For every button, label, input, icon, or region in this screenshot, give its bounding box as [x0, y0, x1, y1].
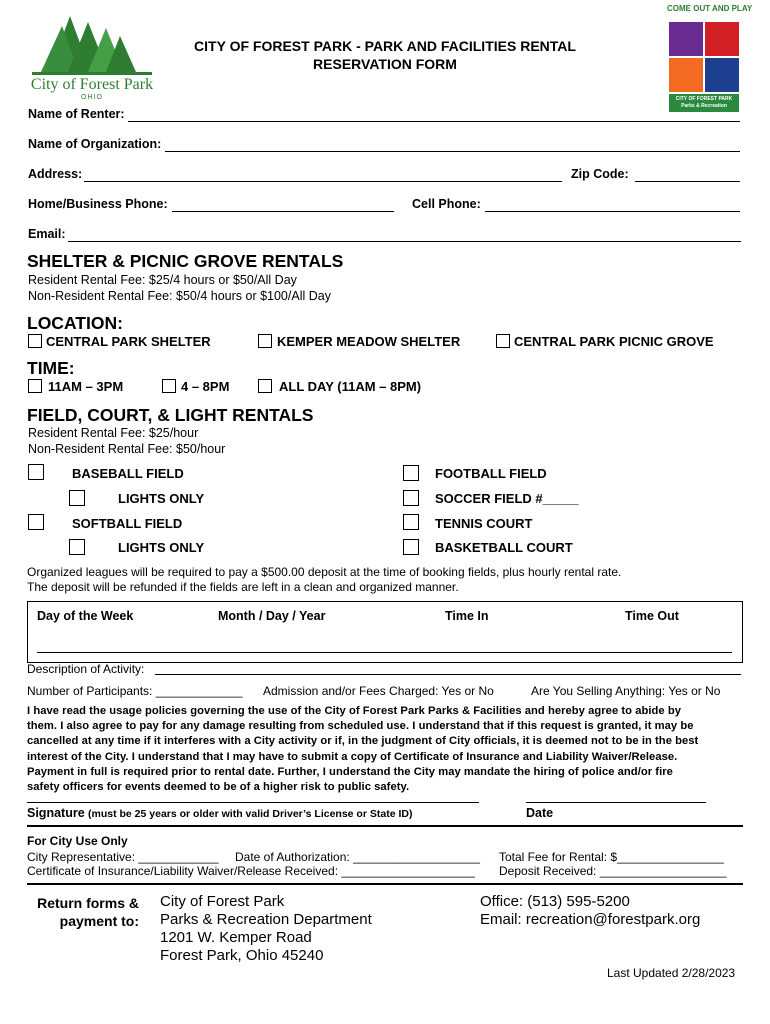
city-use-heading: For City Use Only	[27, 834, 128, 848]
date-authorization-label: Date of Authorization: ___________________	[235, 850, 480, 864]
description-field[interactable]	[155, 674, 741, 675]
softball-field-label: SOFTBALL FIELD	[72, 516, 183, 531]
shelter-heading: SHELTER & PICNIC GROVE RENTALS	[27, 251, 344, 271]
zip-code-label: Zip Code:	[571, 167, 629, 181]
time-11am-3pm-label: 11AM – 3PM	[48, 379, 124, 394]
organization-field[interactable]	[165, 151, 740, 152]
divider	[27, 883, 743, 885]
central-park-shelter-checkbox[interactable]	[28, 334, 42, 348]
schedule-header-time-in: Time In	[445, 609, 489, 623]
name-of-renter-label: Name of Renter:	[28, 107, 125, 121]
address-line: City of Forest Park	[160, 893, 285, 910]
schedule-header-time-out: Time Out	[625, 609, 679, 623]
sport-icon-orange	[669, 58, 703, 92]
central-park-shelter-label: CENTRAL PARK SHELTER	[46, 334, 211, 349]
deposit-note-1: Organized leagues will be required to pay a $500.00 deposit at the time of booking fields, plus hourly rental rate.	[27, 565, 622, 579]
time-4-8pm-checkbox[interactable]	[162, 379, 176, 393]
title-line-1: CITY OF FOREST PARK - PARK AND FACILITIES RENTAL	[194, 38, 576, 54]
office-contact	[480, 893, 700, 929]
baseball-lights-checkbox[interactable]	[69, 490, 85, 506]
address-line: 1201 W. Kemper Road	[160, 929, 312, 946]
signature-field[interactable]	[27, 802, 479, 803]
office-email[interactable]: Email: recreation@forestpark.org	[480, 911, 701, 928]
kemper-meadow-shelter-label: KEMPER MEADOW SHELTER	[277, 334, 461, 349]
deposit-note-2: The deposit will be refunded if the fields are left in a clean and organized manner.	[27, 580, 459, 594]
time-4-8pm-label: 4 – 8PM	[181, 379, 230, 394]
tennis-court-checkbox[interactable]	[403, 514, 419, 530]
agreement-paragraph	[27, 704, 745, 795]
email-label: Email:	[28, 227, 66, 241]
schedule-entry-line[interactable]	[37, 652, 732, 653]
date-field[interactable]	[526, 802, 706, 803]
last-updated: Last Updated 2/28/2023	[607, 966, 736, 980]
badge-bottom	[669, 94, 739, 112]
office-phone: Office: (513) 595-5200	[480, 893, 630, 910]
city-rep-label: City Representative: ____________	[27, 850, 219, 864]
agreement-line: Payment in full is required prior to rental date. Further, I understand the City may mandate the hiring of police and/or fire	[27, 765, 673, 778]
participants-label: Number of Participants: _____________	[27, 684, 243, 698]
basketball-court-label: BASKETBALL COURT	[435, 540, 573, 555]
baseball-lights-label: LIGHTS ONLY	[118, 491, 205, 506]
fields-heading: FIELD, COURT, & LIGHT RENTALS	[27, 405, 314, 425]
location-heading: LOCATION:	[27, 313, 123, 333]
divider	[27, 825, 743, 827]
signature-note: (must be 25 years or older with valid Driver’s License or State ID)	[88, 808, 413, 820]
shelter-nonresident-fee: Non-Resident Rental Fee: $50/4 hours or $100/All Day	[28, 289, 331, 303]
organization-label: Name of Organization:	[28, 137, 162, 151]
softball-lights-label: LIGHTS ONLY	[118, 540, 205, 555]
softball-lights-checkbox[interactable]	[69, 539, 85, 555]
schedule-header-date: Month / Day / Year	[218, 609, 326, 623]
time-11am-3pm-checkbox[interactable]	[28, 379, 42, 393]
badge-top-text: COME OUT AND PLAY	[667, 4, 753, 13]
agreement-line: safety officers for events deemed to be of a higher risk to public safety.	[27, 781, 410, 794]
return-label-line-2: payment to:	[59, 913, 139, 929]
shelter-resident-fee: Resident Rental Fee: $25/4 hours or $50/All Day	[28, 273, 297, 287]
fields-resident-fee: Resident Rental Fee: $25/hour	[28, 426, 199, 440]
schedule-header-day: Day of the Week	[37, 609, 134, 623]
sport-icon-purple	[669, 22, 703, 56]
sport-icon-blue	[705, 58, 739, 92]
return-label	[27, 894, 139, 930]
basketball-court-checkbox[interactable]	[403, 539, 419, 555]
come-out-and-play-badge	[667, 4, 753, 112]
soccer-field-label: SOCCER FIELD #_____	[435, 491, 579, 506]
home-phone-field[interactable]	[172, 211, 394, 212]
soccer-field-checkbox[interactable]	[403, 490, 419, 506]
fields-nonresident-fee: Non-Resident Rental Fee: $50/hour	[28, 442, 226, 456]
cell-phone-label: Cell Phone:	[412, 197, 481, 211]
total-fee-label: Total Fee for Rental: $________________	[499, 850, 724, 864]
time-all-day-label: ALL DAY (11AM – 8PM)	[279, 379, 422, 394]
return-address	[160, 893, 372, 965]
football-field-label: FOOTBALL FIELD	[435, 466, 547, 481]
agreement-line: I have read the usage policies governing the use of the City of Forest Park Parks & Facilities and hereby agree to abide by	[27, 705, 681, 717]
softball-field-checkbox[interactable]	[28, 514, 44, 530]
date-label: Date	[526, 806, 554, 820]
time-heading: TIME:	[27, 358, 75, 378]
title-line-2: RESERVATION FORM	[313, 56, 457, 72]
signature-label-row	[27, 806, 412, 820]
cell-phone-field[interactable]	[485, 211, 740, 212]
certificate-label: Certificate of Insurance/Liability Waiver/Release Received: ____________________	[27, 864, 475, 878]
address-field[interactable]	[84, 181, 562, 182]
agreement-line: interest of the City. I understand that I may have to submit a copy of Certificate of Insurance and Liability Waiver/Release.	[27, 750, 678, 763]
central-park-picnic-grove-label: CENTRAL PARK PICNIC GROVE	[514, 334, 714, 349]
home-phone-label: Home/Business Phone:	[28, 197, 168, 211]
kemper-meadow-shelter-checkbox[interactable]	[258, 334, 272, 348]
logo-sub: OHIO	[81, 94, 103, 101]
address-line: Parks & Recreation Department	[160, 911, 372, 928]
address-line: Forest Park, Ohio 45240	[160, 947, 324, 964]
admission-label: Admission and/or Fees Charged: Yes or No	[263, 684, 494, 698]
description-label: Description of Activity:	[27, 662, 145, 676]
agreement-line: cancelled at any time if it interferes with a City activity or if, in the judgment of City officials, it is deemed not to be in the best	[27, 735, 699, 748]
address-label: Address:	[28, 167, 83, 181]
selling-label: Are You Selling Anything: Yes or No	[531, 684, 721, 698]
signature-label: Signature	[27, 806, 85, 820]
baseball-field-checkbox[interactable]	[28, 464, 44, 480]
badge-bottom-line-2: Parks & Recreation	[681, 103, 727, 109]
tennis-court-label: TENNIS COURT	[435, 516, 533, 531]
return-label-line-1: Return forms &	[37, 895, 139, 911]
deposit-received-label: Deposit Received: ___________________	[499, 864, 727, 878]
name-of-renter-field[interactable]	[128, 121, 740, 122]
baseball-field-label: BASEBALL FIELD	[72, 466, 184, 481]
zip-code-field[interactable]	[635, 181, 740, 182]
agreement-line: them. I also agree to pay for any damage resulting from scheduled use. I understand that if this request is granted, it may be	[27, 720, 694, 733]
badge-bottom-line-1: CITY OF FOREST PARK	[675, 96, 733, 102]
logo-name: City of Forest Park	[30, 76, 154, 93]
time-all-day-checkbox[interactable]	[258, 379, 272, 393]
sport-icon-red	[705, 22, 739, 56]
page-title	[120, 37, 650, 73]
football-field-checkbox[interactable]	[403, 465, 419, 481]
central-park-picnic-grove-checkbox[interactable]	[496, 334, 510, 348]
email-field[interactable]	[68, 241, 741, 242]
